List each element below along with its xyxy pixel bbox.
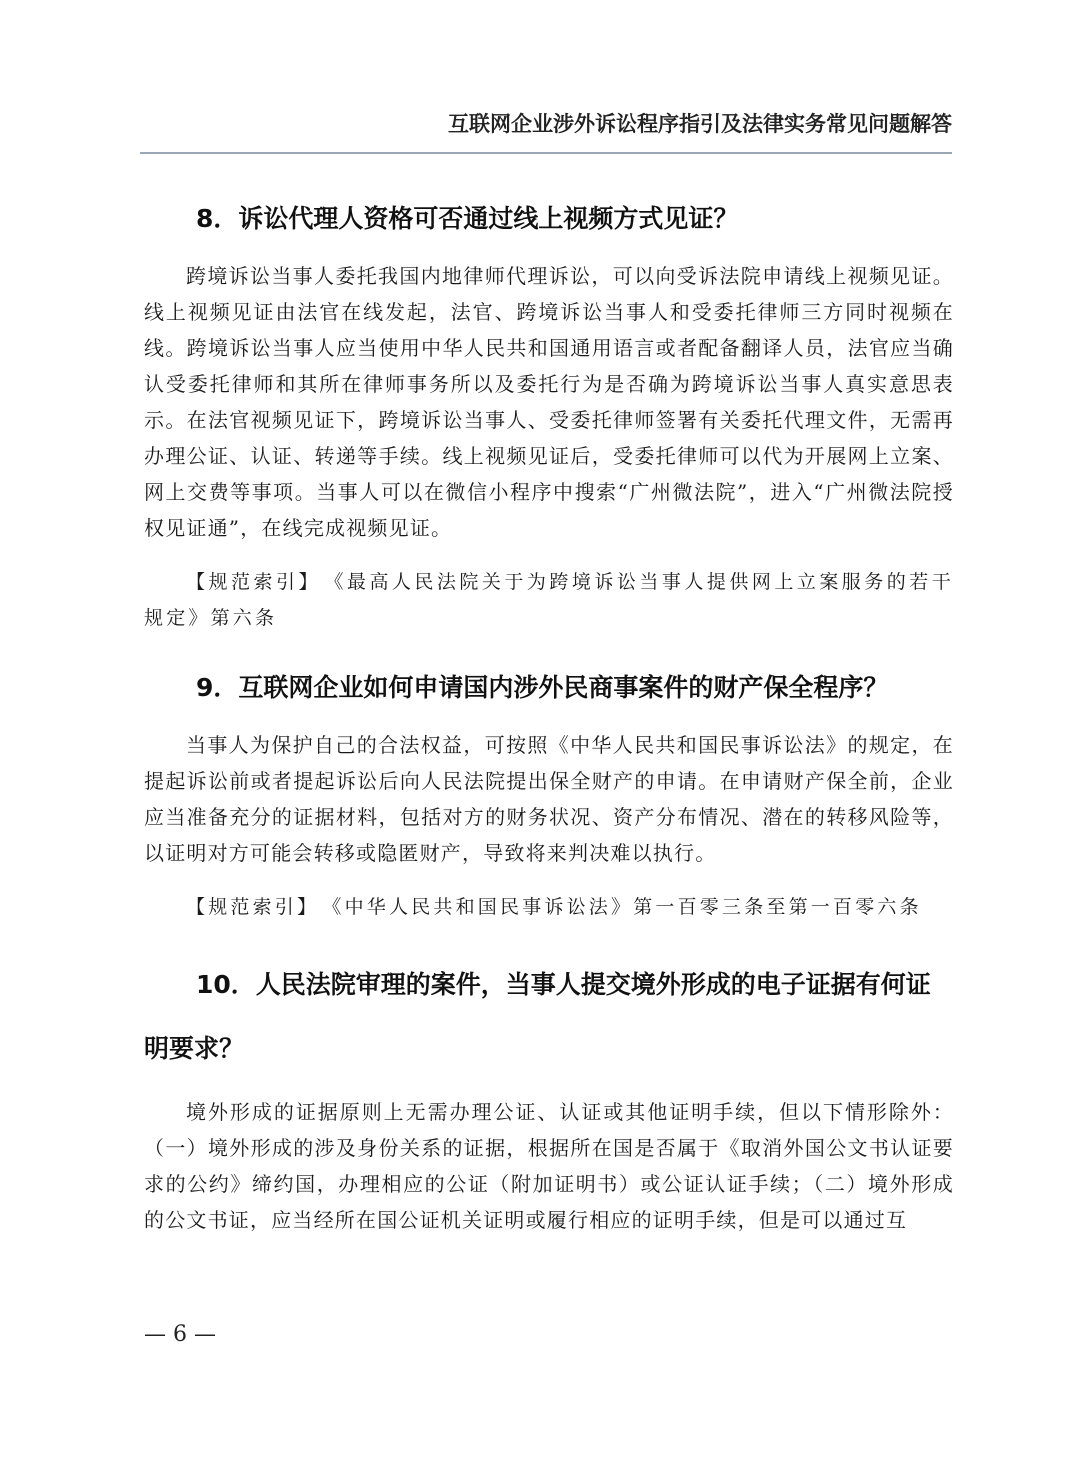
document-body <box>144 195 954 1256</box>
header-divider <box>140 152 952 154</box>
reference-8: 【规范索引】 《最高人民法院关于为跨境诉讼当事人提供网上立案服务的若干规定》第六条 <box>144 570 954 629</box>
page-header: 互联网企业涉外诉讼程序指引及法律实务常见问题解答 <box>448 111 952 136</box>
answer-10-paragraph: 境外形成的证据原则上无需办理公证、认证或其他证明手续，但以下情形除外：（一）境外形成的涉及身份关系的证据，根据所在国是否属于《取消外国公文书认证要求的公约》缔约国，办理相应的公证（附加证明书）或公证认证手续；（二）境外形成的公文书证，应当经所在国公证机关证明或履行相应的证明手续，但是可以通过互 <box>144 1100 954 1233</box>
question-8: 8．诉讼代理人资格可否通过线上视频方式见证？ <box>196 204 739 233</box>
answer-9-paragraph: 当事人为保护自己的合法权益，可按照《中华人民共和国民事诉讼法》的规定，在提起诉讼前或者提起诉讼后向人民法院提出保全财产的申请。在申请财产保全前，企业应当准备充分的证据材料，包括对方的财务状况、资产分布情况、潜在的转移风险等，以证明对方可能会转移或隐匿财产，导致将来判决难以执行。 <box>144 732 954 865</box>
reference-9: 【规范索引】 《中华人民共和国民事诉讼法》第一百零三条至第一百零六条 <box>186 895 922 918</box>
question-10: 10．人民法院审理的案件，当事人提交境外形成的电子证据有何证明要求？ <box>144 969 931 1063</box>
page-number: — 6 — <box>144 1322 216 1347</box>
question-9: 9．互联网企业如何申请国内涉外民商事案件的财产保全程序？ <box>196 672 889 702</box>
answer-8-paragraph: 跨境诉讼当事人委托我国内地律师代理诉讼，可以向受诉法院申请线上视频见证。线上视频见证由法官在线发起，法官、跨境诉讼当事人和受委托律师三方同时视频在线。跨境诉讼当事人应当使用中华人民共和国通用语言或者配备翻译人员，法官应当确认受委托律师和其所在律师事务所以及委托行为是否确为跨境诉讼当事人真实意思表示。在法官视频见证下，跨境诉讼当事人、受委托律师签署有关委托代理文件，无需再办理公证、认证、转递等手续。线上视频见证后，受委托律师可以代为开展网上立案、网上交费等事项。当事人可以在微信小程序中搜索“广州微法院”，进入“广州微法院授权见证通”，在线完成视频见证。 <box>144 263 954 540</box>
